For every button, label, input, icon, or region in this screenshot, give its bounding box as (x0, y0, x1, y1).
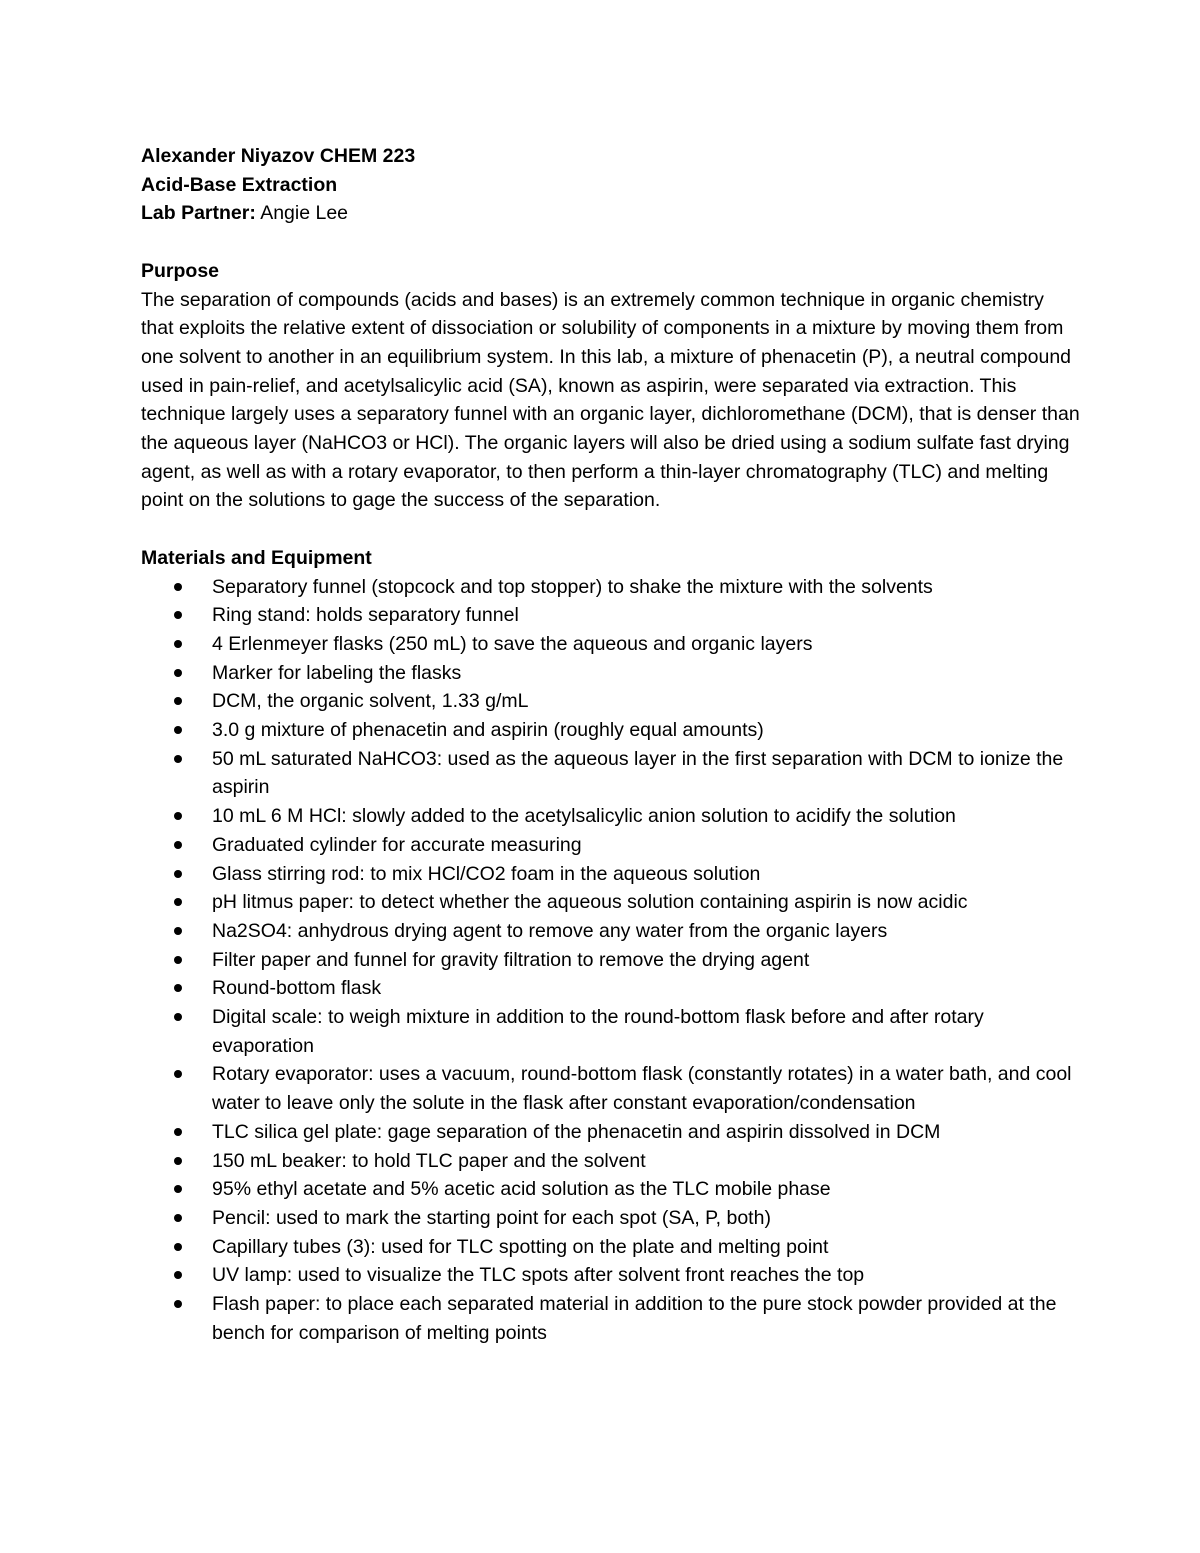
list-item: Separatory funnel (stopcock and top stopper) to shake the mixture with the solvents (141, 573, 1081, 602)
list-item: UV lamp: used to visualize the TLC spots after solvent front reaches the top (141, 1261, 1081, 1290)
lab-partner-name: Angie Lee (260, 202, 349, 225)
list-item: Capillary tubes (3): used for TLC spotting on the plate and melting point (141, 1233, 1081, 1262)
list-item: Marker for labeling the flasks (141, 659, 1081, 688)
document-page (141, 142, 1081, 1348)
list-item: 50 mL saturated NaHCO3: used as the aqueous layer in the first separation with DCM to ionize the aspirin (141, 745, 1081, 802)
list-item: Pencil: used to mark the starting point for each spot (SA, P, both) (141, 1204, 1081, 1233)
list-item: Na2SO4: anhydrous drying agent to remove any water from the organic layers (141, 917, 1081, 946)
list-item: pH litmus paper: to detect whether the aqueous solution containing aspirin is now acidic (141, 888, 1081, 917)
list-item: Filter paper and funnel for gravity filtration to remove the drying agent (141, 946, 1081, 975)
list-item: DCM, the organic solvent, 1.33 g/mL (141, 687, 1081, 716)
list-item: Rotary evaporator: uses a vacuum, round-bottom flask (constantly rotates) in a water bath, and cool water to leave only the solute in the flask after constant evaporation/condensation (141, 1060, 1081, 1117)
list-item: Ring stand: holds separatory funnel (141, 601, 1081, 630)
list-item: 95% ethyl acetate and 5% acetic acid solution as the TLC mobile phase (141, 1175, 1081, 1204)
author-course: Alexander Niyazov CHEM 223 (141, 145, 416, 167)
list-item: Graduated cylinder for accurate measuring (141, 831, 1081, 860)
list-item: 3.0 g mixture of phenacetin and aspirin (roughly equal amounts) (141, 716, 1081, 745)
materials-heading: Materials and Equipment (141, 546, 372, 569)
purpose-paragraph: The separation of compounds (acids and bases) is an extremely common technique in organic chemistry that exploits the relative extent of dissociation or solubility of components in a mixture by moving them from one solvent to another in an equilibrium system. In this lab, a mixture of phenacetin (P), a neutral compound used in pain-relief, and acetylsalicylic acid (SA), known as aspirin, were separated via extraction. This technique largely uses a separatory funnel with an organic layer, dichloromethane (DCM), that is denser than the aqueous layer (NaHCO3 or HCl). The organic layers will also be dried using a sodium sulfate fast drying agent, as well as with a rotary evaporator, to then perform a thin-layer chromatography (TLC) and melting point on the solutions to gage the success of the separation. (141, 288, 1080, 512)
list-item: 4 Erlenmeyer flasks (250 mL) to save the aqueous and organic layers (141, 630, 1081, 659)
list-item: 150 mL beaker: to hold TLC paper and the solvent (141, 1147, 1081, 1176)
materials-list (141, 573, 1081, 1348)
list-item: TLC silica gel plate: gage separation of the phenacetin and aspirin dissolved in DCM (141, 1118, 1081, 1147)
list-item: Round-bottom flask (141, 974, 1081, 1003)
list-item: 10 mL 6 M HCl: slowly added to the acetylsalicylic anion solution to acidify the solution (141, 802, 1081, 831)
document-title: Acid-Base Extraction (141, 173, 338, 196)
lab-partner-label: Lab Partner: (141, 202, 256, 225)
list-item: Digital scale: to weigh mixture in addition to the round-bottom flask before and after rotary evaporation (141, 1003, 1081, 1060)
lab-partner (141, 199, 1081, 228)
purpose-heading: Purpose (141, 259, 220, 282)
list-item: Glass stirring rod: to mix HCl/CO2 foam in the aqueous solution (141, 860, 1081, 889)
list-item: Flash paper: to place each separated material in addition to the pure stock powder provided at the bench for comparison of melting points (141, 1290, 1081, 1347)
spacer (141, 228, 1081, 257)
spacer (141, 515, 1081, 544)
